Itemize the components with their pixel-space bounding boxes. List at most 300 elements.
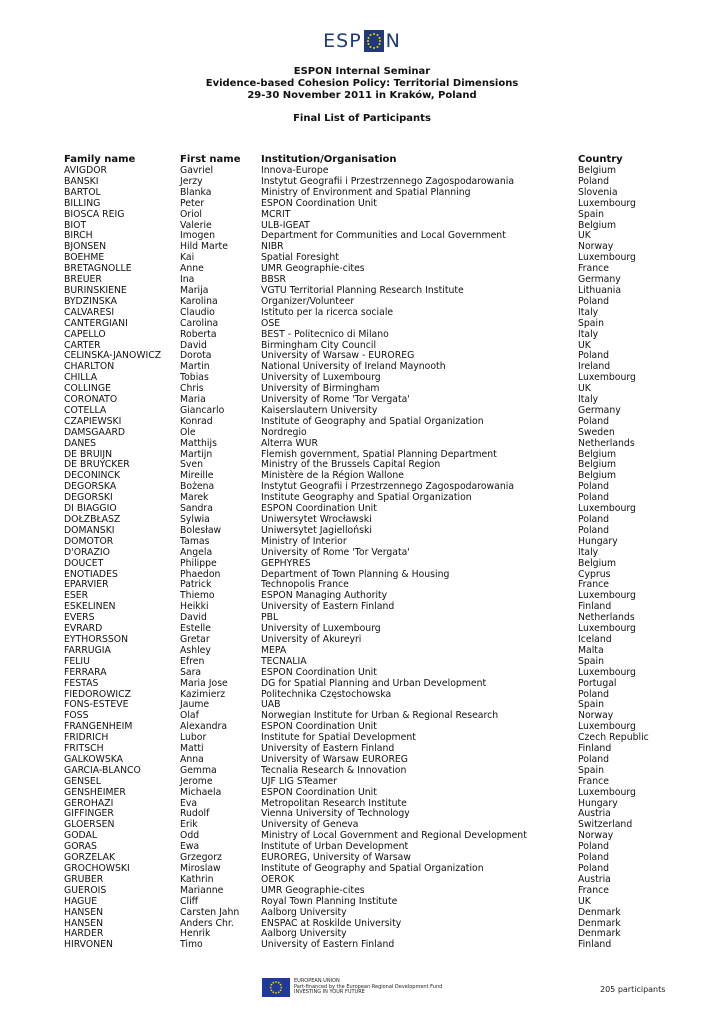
family-name-cell: DE BRUYCKER xyxy=(64,459,130,471)
first-name-cell: Anders Chr. xyxy=(180,917,234,929)
country-cell: Czech Republic xyxy=(578,732,649,744)
institution-cell: University of Akureyri xyxy=(261,633,362,645)
first-name-cell: Rudolf xyxy=(180,808,210,820)
institution-cell: University of Eastern Finland xyxy=(261,939,395,951)
country-cell: Luxembourg xyxy=(578,503,636,515)
country-cell: Lithuania xyxy=(578,284,622,296)
first-name-cell: Olaf xyxy=(180,710,199,722)
family-name-cell: CHARLTON xyxy=(64,361,115,373)
family-name-cell: BYDZINSKA xyxy=(64,295,117,307)
institution-cell: NIBR xyxy=(261,241,284,253)
list-title: Final List of Participants xyxy=(293,113,431,124)
institution-cell: OSE xyxy=(261,317,281,329)
family-name-cell: BILLING xyxy=(64,197,101,209)
country-cell: Poland xyxy=(578,841,610,853)
family-name-cell: BOEHME xyxy=(64,252,105,264)
first-name-cell: Kazimierz xyxy=(180,688,226,700)
family-name-cell: GIFFINGER xyxy=(64,808,114,820)
institution-cell: OEROK xyxy=(261,873,295,885)
table-row xyxy=(64,908,678,919)
eu-funding-text xyxy=(294,979,442,996)
family-name-cell: BURINSKIENE xyxy=(64,284,127,296)
country-cell: Austria xyxy=(578,873,611,885)
family-name-cell: DI BIAGGIO xyxy=(64,503,117,515)
first-name-cell: Carolina xyxy=(180,317,219,329)
first-name-cell: Oriol xyxy=(180,208,202,220)
family-name-cell: DAMSGAARD xyxy=(64,426,126,438)
institution-cell: Institute Geography and Spatial Organization xyxy=(261,492,472,504)
country-cell: Spain xyxy=(578,317,604,329)
family-name-cell: GROCHOWSKI xyxy=(64,863,130,874)
institution-cell: Institute of Geography and Spatial Organization xyxy=(261,415,484,427)
family-name-cell: CARTER xyxy=(64,339,101,351)
family-name-cell: FRANGENHEIM xyxy=(64,721,133,733)
institution-cell: ESPON Coordination Unit xyxy=(261,666,377,678)
country-cell: Germany xyxy=(578,404,621,416)
country-cell: Netherlands xyxy=(578,437,635,449)
family-name-cell: BREUER xyxy=(64,274,102,286)
document-heading xyxy=(0,66,724,102)
family-name-cell: FONS-ESTEVE xyxy=(64,699,129,711)
institution-cell: MCRIT xyxy=(261,208,291,220)
institution-cell: MEPA xyxy=(261,644,287,656)
institution-cell: University of Warsaw EUROREG xyxy=(261,753,408,765)
country-cell: Denmark xyxy=(578,917,621,929)
first-name-cell: Eva xyxy=(180,797,198,809)
country-cell: France xyxy=(578,263,609,275)
table-row xyxy=(64,548,678,559)
institution-cell: Politechnika Częstochowska xyxy=(261,688,392,700)
column-header-country: Country xyxy=(578,153,623,165)
family-name-cell: FERRARA xyxy=(64,666,107,678)
family-name-cell: GENSHEIMER xyxy=(64,786,126,798)
institution-cell: PBL xyxy=(261,612,279,624)
eu-text-line3: INVESTING IN YOUR FUTURE xyxy=(294,989,365,996)
first-name-cell: Alexandra xyxy=(180,721,228,733)
institution-cell: Ministère de la Région Wallone xyxy=(261,470,404,482)
country-cell: Poland xyxy=(578,753,610,765)
first-name-cell: Claudio xyxy=(180,306,215,318)
country-cell: UK xyxy=(578,383,591,395)
country-cell: Poland xyxy=(578,863,610,874)
family-name-cell: BIOSCA REIG xyxy=(64,208,125,220)
country-cell: Switzerland xyxy=(578,819,633,831)
family-name-cell: EYTHORSSON xyxy=(64,633,129,645)
first-name-cell: Konrad xyxy=(180,415,213,427)
country-cell: Spain xyxy=(578,764,604,776)
family-name-cell: FIEDOROWICZ xyxy=(64,688,132,700)
family-name-cell: EPARVIER xyxy=(64,579,109,591)
institution-cell: UMR Geographie-cites xyxy=(261,263,365,275)
institution-cell: Institute of Geography and Spatial Organization xyxy=(261,863,484,874)
table-row xyxy=(64,330,678,341)
eu-text-line2: Part-financed by the European Regional Development Fund xyxy=(294,983,443,990)
table-row xyxy=(64,679,678,690)
table-row xyxy=(64,199,678,210)
table-row xyxy=(64,897,678,908)
family-name-cell: CHILLA xyxy=(64,372,98,384)
institution-cell: ESPON Coordination Unit xyxy=(261,786,377,798)
country-cell: UK xyxy=(578,230,591,242)
country-cell: Spain xyxy=(578,699,604,711)
family-name-cell: DECONINCK xyxy=(64,470,121,482)
table-row xyxy=(64,788,678,799)
first-name-cell: Sylwia xyxy=(180,514,210,525)
family-name-cell: CORONATO xyxy=(64,394,118,406)
country-cell: Malta xyxy=(578,644,604,656)
family-name-cell: ENOTIADES xyxy=(64,568,118,580)
table-row xyxy=(64,210,678,221)
country-cell: Belgium xyxy=(578,557,617,569)
country-cell: Belgium xyxy=(578,165,617,176)
first-name-cell: Sara xyxy=(180,666,202,678)
family-name-cell: FELIU xyxy=(64,655,90,667)
first-name-cell: Grzegorz xyxy=(180,852,222,864)
institution-cell: University of Luxembourg xyxy=(261,623,381,635)
country-cell: Italy xyxy=(578,306,599,318)
family-name-cell: GORZELAK xyxy=(64,852,116,864)
family-name-cell: GALKOWSKA xyxy=(64,753,124,765)
eu-flag-icon xyxy=(262,978,290,997)
family-name-cell: EVRARD xyxy=(64,623,103,635)
country-cell: UK xyxy=(578,339,591,351)
first-name-cell: Anne xyxy=(180,263,204,275)
first-name-cell: Dorota xyxy=(180,350,212,362)
first-name-cell: Lubor xyxy=(180,732,207,744)
first-name-cell: Phaedon xyxy=(180,568,221,580)
country-cell: Luxembourg xyxy=(578,197,636,209)
first-name-cell: Valerie xyxy=(180,219,212,231)
institution-cell: Birmingham City Council xyxy=(261,339,377,351)
institution-cell: Aalborg University xyxy=(261,928,347,940)
institution-cell: Istituto per la ricerca sociale xyxy=(261,306,394,318)
institution-cell: EUROREG, University of Warsaw xyxy=(261,852,411,864)
column-header-first-name: First name xyxy=(180,153,241,165)
institution-cell: University of Luxembourg xyxy=(261,372,381,384)
family-name-cell: DOMANSKI xyxy=(64,524,115,536)
country-cell: Poland xyxy=(578,350,610,362)
family-name-cell: DOMOTOR xyxy=(64,535,114,547)
institution-cell: ESPON Managing Authority xyxy=(261,590,388,602)
family-name-cell: GARCIA-BLANCO xyxy=(64,764,141,776)
institution-cell: DG for Spatial Planning and Urban Development xyxy=(261,677,487,689)
institution-cell: BBSR xyxy=(261,274,286,286)
family-name-cell: FESTAS xyxy=(64,677,99,689)
institution-cell: Uniwersytet Wrocławski xyxy=(261,514,372,525)
first-name-cell: Ole xyxy=(180,426,196,438)
country-cell: Luxembourg xyxy=(578,666,636,678)
first-name-cell: Thiemo xyxy=(180,590,215,602)
first-name-cell: Michaela xyxy=(180,786,222,798)
institution-cell: Spatial Foresight xyxy=(261,252,339,264)
institution-cell: Ministry of Environment and Spatial Planning xyxy=(261,186,471,198)
country-cell: Austria xyxy=(578,808,611,820)
first-name-cell: Carsten Jahn xyxy=(180,906,240,918)
table-row xyxy=(64,668,678,679)
first-name-cell: Heikki xyxy=(180,601,209,613)
country-cell: Denmark xyxy=(578,928,621,940)
institution-cell: Innova-Europe xyxy=(261,165,329,176)
institution-cell: Kaiserslautern University xyxy=(261,404,378,416)
first-name-cell: Patrick xyxy=(180,579,212,591)
first-name-cell: Erik xyxy=(180,819,198,831)
family-name-cell: HAGUE xyxy=(64,895,98,907)
institution-cell: Instytut Geografii i Przestrzennego Zagospodarowania xyxy=(261,175,515,187)
family-name-cell: FARRUGIA xyxy=(64,644,111,656)
institution-cell: GEPHYRES xyxy=(261,557,311,569)
first-name-cell: Jaume xyxy=(180,699,210,711)
country-cell: UK xyxy=(578,895,591,907)
logo-text-right: N xyxy=(385,30,401,52)
country-cell: Poland xyxy=(578,852,610,864)
family-name-cell: CANTERGIANI xyxy=(64,317,128,329)
first-name-cell: Marianne xyxy=(180,884,224,896)
family-name-cell: AVIGDOR xyxy=(64,165,108,176)
institution-cell: UMR Geographie-cites xyxy=(261,884,365,896)
family-name-cell: FOSS xyxy=(64,710,89,722)
institution-cell: ENSPAC at Roskilde University xyxy=(261,917,402,929)
first-name-cell: Gavriel xyxy=(180,165,214,176)
first-name-cell: Henrik xyxy=(180,928,211,940)
family-name-cell: HANSEN xyxy=(64,906,104,918)
institution-cell: University of Eastern Finland xyxy=(261,743,395,755)
first-name-cell: Anna xyxy=(180,753,204,765)
family-name-cell: EVERS xyxy=(64,612,95,624)
first-name-cell: Imogen xyxy=(180,230,215,242)
institution-cell: Flemish government, Spatial Planning Department xyxy=(261,448,497,460)
family-name-cell: HANSEN xyxy=(64,917,104,929)
family-name-cell: DANES xyxy=(64,437,97,449)
country-cell: France xyxy=(578,579,609,591)
country-cell: Italy xyxy=(578,328,599,340)
family-name-cell: DE BRUIJN xyxy=(64,448,113,460)
first-name-cell: Ashley xyxy=(180,644,211,656)
participants-table xyxy=(64,154,678,951)
first-name-cell: Cliff xyxy=(180,895,199,907)
first-name-cell: Martin xyxy=(180,361,210,373)
institution-cell: Technopolis France xyxy=(261,579,349,591)
country-cell: Norway xyxy=(578,241,614,253)
family-name-cell: HIRVONEN xyxy=(64,939,113,951)
country-cell: France xyxy=(578,884,609,896)
institution-cell: University of Eastern Finland xyxy=(261,601,395,613)
column-header-institution: Institution/Organisation xyxy=(261,153,397,165)
family-name-cell: BIRCH xyxy=(64,230,93,242)
institution-cell: Norwegian Institute for Urban & Regional Research xyxy=(261,710,499,722)
first-name-cell: Kai xyxy=(180,252,195,264)
espon-logo xyxy=(0,27,724,55)
first-name-cell: Kathrin xyxy=(180,873,214,885)
first-name-cell: Jerome xyxy=(180,775,213,787)
institution-cell: Department of Town Planning & Housing xyxy=(261,568,450,580)
family-name-cell: GENSEL xyxy=(64,775,101,787)
institution-cell: Instytut Geografii i Przestrzennego Zagospodarowania xyxy=(261,481,515,493)
first-name-cell: Maria xyxy=(180,394,206,406)
country-cell: Luxembourg xyxy=(578,252,636,264)
institution-cell: UAB xyxy=(261,699,281,711)
country-cell: Luxembourg xyxy=(578,590,636,602)
country-cell: Poland xyxy=(578,514,610,525)
eu-stars-icon xyxy=(364,30,384,52)
seminar-title: ESPON Internal Seminar xyxy=(293,66,431,77)
institution-cell: Ministry of Interior xyxy=(261,535,347,547)
first-name-cell: Jerzy xyxy=(180,175,203,187)
family-name-cell: BJONSEN xyxy=(64,241,107,253)
institution-cell: Institute for Spatial Development xyxy=(261,732,416,744)
first-name-cell: Angela xyxy=(180,546,213,558)
country-cell: Belgium xyxy=(578,470,617,482)
institution-cell: Ministry of Local Government and Regional Development xyxy=(261,830,527,842)
first-name-cell: Marija xyxy=(180,284,209,296)
country-cell: Norway xyxy=(578,710,614,722)
country-cell: Italy xyxy=(578,546,599,558)
family-name-cell: GLOERSEN xyxy=(64,819,115,831)
country-cell: Cyprus xyxy=(578,568,611,580)
institution-cell: Metropolitan Research Institute xyxy=(261,797,407,809)
eu-text-line1: EUROPEAN UNION xyxy=(294,978,340,985)
institution-cell: Royal Town Planning Institute xyxy=(261,895,398,907)
family-name-cell: CAPELLO xyxy=(64,328,106,340)
country-cell: Spain xyxy=(578,655,604,667)
family-name-cell: BIOT xyxy=(64,219,87,231)
first-name-cell: Peter xyxy=(180,197,205,209)
first-name-cell: David xyxy=(180,612,207,624)
institution-cell: ESPON Coordination Unit xyxy=(261,503,377,515)
logo-text-left: ESP xyxy=(323,30,362,52)
family-name-cell: DOUCET xyxy=(64,557,104,569)
first-name-cell: Odd xyxy=(180,830,200,842)
first-name-cell: Miroslaw xyxy=(180,863,221,874)
institution-cell: Alterra WUR xyxy=(261,437,318,449)
institution-cell: Organizer/Volunteer xyxy=(261,295,355,307)
table-row xyxy=(64,439,678,450)
country-cell: Germany xyxy=(578,274,621,286)
participant-count: 205 participants xyxy=(600,985,666,994)
family-name-cell: BARTOL xyxy=(64,186,101,198)
first-name-cell: Philippe xyxy=(180,557,217,569)
country-cell: Sweden xyxy=(578,426,615,438)
first-name-cell: Matthijs xyxy=(180,437,217,449)
country-cell: Hungary xyxy=(578,535,618,547)
institution-cell: University of Birmingham xyxy=(261,383,380,395)
institution-cell: Institute of Urban Development xyxy=(261,841,409,853)
institution-cell: University of Geneva xyxy=(261,819,359,831)
country-cell: Poland xyxy=(578,481,610,493)
institution-cell: BEST - Politecnico di Milano xyxy=(261,328,389,340)
first-name-cell: Bolesław xyxy=(180,524,222,536)
institution-cell: ULB-IGEAT xyxy=(261,219,310,231)
institution-cell: UJF LIG STeamer xyxy=(261,775,337,787)
first-name-cell: Bożena xyxy=(180,481,215,493)
first-name-cell: Roberta xyxy=(180,328,217,340)
family-name-cell: BANSKI xyxy=(64,175,99,187)
family-name-cell: GODAL xyxy=(64,830,98,842)
country-cell: Spain xyxy=(578,208,604,220)
family-name-cell: GORAS xyxy=(64,841,97,853)
country-cell: Belgium xyxy=(578,219,617,231)
institution-cell: Aalborg University xyxy=(261,906,347,918)
first-name-cell: Sven xyxy=(180,459,204,471)
family-name-cell: COTELLA xyxy=(64,404,107,416)
family-name-cell: ESER xyxy=(64,590,89,602)
country-cell: Poland xyxy=(578,524,610,536)
first-name-cell: Martijn xyxy=(180,448,213,460)
family-name-cell: CZAPIEWSKI xyxy=(64,415,122,427)
country-cell: Poland xyxy=(578,295,610,307)
country-cell: Poland xyxy=(578,175,610,187)
country-cell: Luxembourg xyxy=(578,623,636,635)
family-name-cell: FRITSCH xyxy=(64,743,104,755)
country-cell: Finland xyxy=(578,939,612,951)
family-name-cell: CELINSKA-JANOWICZ xyxy=(64,350,162,362)
family-name-cell: ESKELINEN xyxy=(64,601,116,613)
first-name-cell: Estelle xyxy=(180,623,211,635)
column-header-family-name: Family name xyxy=(64,153,136,165)
seminar-date: 29-30 November 2011 in Kraków, Poland xyxy=(247,90,477,101)
country-cell: Portugal xyxy=(578,677,617,689)
first-name-cell: David xyxy=(180,339,207,351)
institution-cell: University of Rome 'Tor Vergata' xyxy=(261,394,410,406)
family-name-cell: FRIDRICH xyxy=(64,732,109,744)
country-cell: Poland xyxy=(578,492,610,504)
first-name-cell: Efren xyxy=(180,655,205,667)
country-cell: Luxembourg xyxy=(578,372,636,384)
first-name-cell: Gretar xyxy=(180,633,210,645)
table-body xyxy=(64,166,678,951)
institution-cell: Vienna University of Technology xyxy=(261,808,410,820)
first-name-cell: Sandra xyxy=(180,503,213,515)
country-cell: Netherlands xyxy=(578,612,635,624)
institution-cell: Nordregio xyxy=(261,426,307,438)
country-cell: Italy xyxy=(578,394,599,406)
table-row xyxy=(64,559,678,570)
institution-cell: Ministry of the Brussels Capital Region xyxy=(261,459,441,471)
country-cell: Slovenia xyxy=(578,186,618,198)
table-row xyxy=(64,940,678,951)
first-name-cell: Hild Marte xyxy=(180,241,228,253)
first-name-cell: Chris xyxy=(180,383,204,395)
family-name-cell: GUEROIS xyxy=(64,884,107,896)
country-cell: Belgium xyxy=(578,448,617,460)
family-name-cell: BRETAGNOLLE xyxy=(64,263,132,275)
family-name-cell: CALVARESI xyxy=(64,306,115,318)
institution-cell: ESPON Coordination Unit xyxy=(261,721,377,733)
country-cell: Denmark xyxy=(578,906,621,918)
country-cell: Finland xyxy=(578,743,612,755)
first-name-cell: Tamas xyxy=(180,535,210,547)
first-name-cell: Blanka xyxy=(180,186,212,198)
country-cell: Ireland xyxy=(578,361,611,373)
institution-cell: University of Warsaw - EUROREG xyxy=(261,350,415,362)
family-name-cell: DEGORSKA xyxy=(64,481,117,493)
institution-cell: University of Rome 'Tor Vergata' xyxy=(261,546,410,558)
first-name-cell: Timo xyxy=(180,939,203,951)
country-cell: Belgium xyxy=(578,459,617,471)
institution-cell: Department for Communities and Local Government xyxy=(261,230,506,242)
table-row xyxy=(64,319,678,330)
institution-cell: VGTU Territorial Planning Research Institute xyxy=(261,284,464,296)
country-cell: Luxembourg xyxy=(578,721,636,733)
family-name-cell: COLLINGE xyxy=(64,383,111,395)
country-cell: Poland xyxy=(578,415,610,427)
first-name-cell: Ina xyxy=(180,274,195,286)
first-name-cell: Matti xyxy=(180,743,204,755)
institution-cell: Tecnalia Research & Innovation xyxy=(261,764,407,776)
first-name-cell: Karolina xyxy=(180,295,218,307)
country-cell: Norway xyxy=(578,830,614,842)
family-name-cell: GRUBER xyxy=(64,873,104,885)
country-cell: France xyxy=(578,775,609,787)
